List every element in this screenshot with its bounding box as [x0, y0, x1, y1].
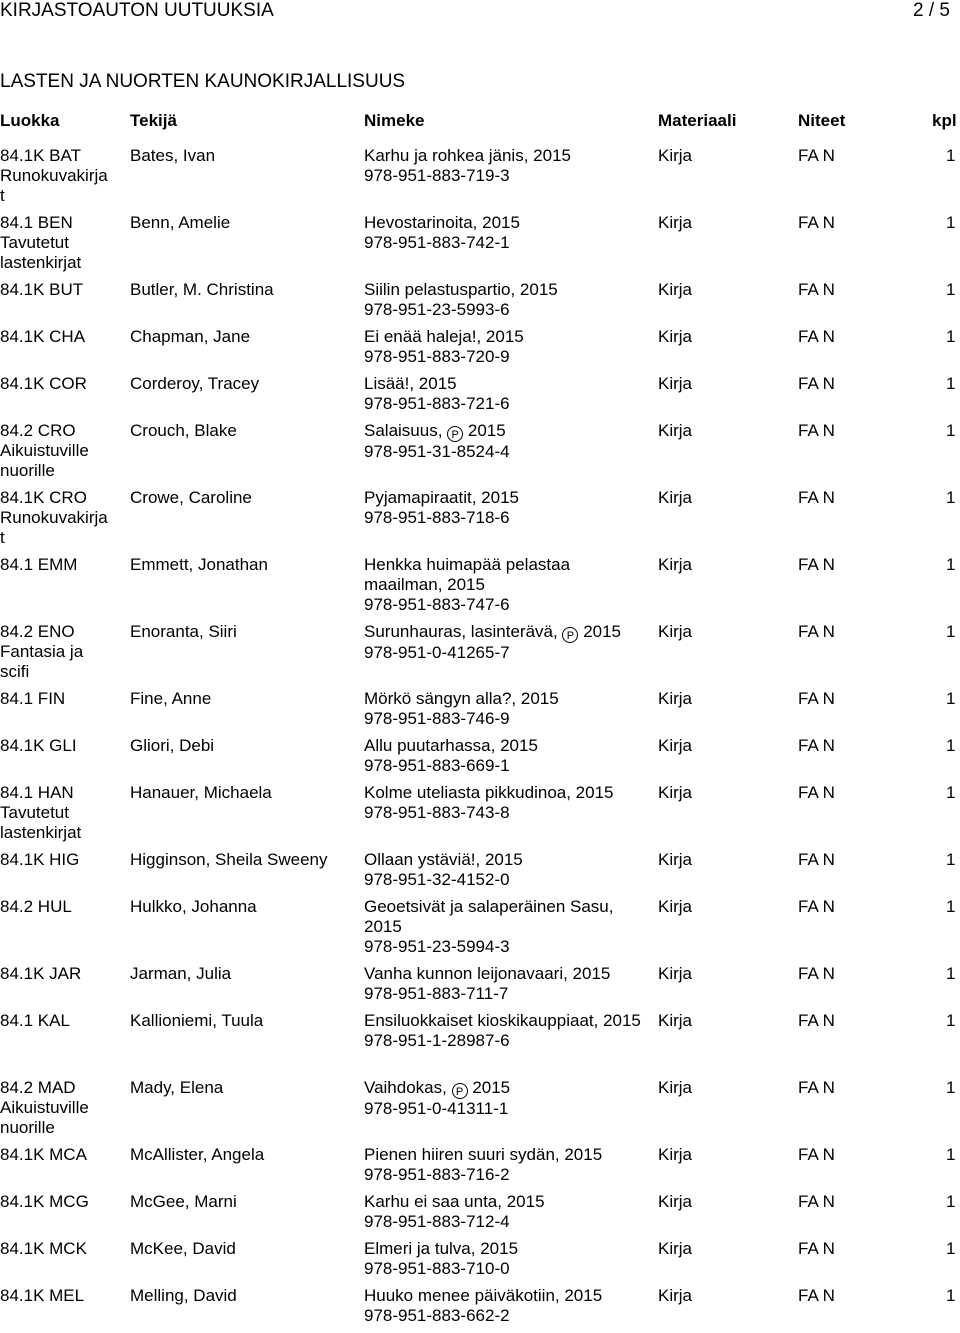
row-niteet: FA N [798, 964, 835, 983]
row-materiaali: Kirja [658, 1286, 693, 1305]
row-luokka [0, 555, 124, 575]
table-row [0, 1239, 960, 1286]
row-kpl: 1 [946, 622, 956, 641]
row-tekija: Corderoy, Tracey [130, 374, 260, 393]
luokka-line: 84.1K GLI [0, 736, 77, 755]
luokka-line: t [0, 528, 5, 547]
table-row [0, 421, 960, 488]
luokka-line: 84.1K JAR [0, 964, 82, 983]
row-tekija: Crouch, Blake [130, 421, 237, 440]
row-nimeke [364, 1145, 650, 1185]
column-header-nimeke: Nimeke [364, 111, 425, 130]
luokka-line: Tavutetut [0, 233, 69, 252]
row-tekija: Higginson, Sheila Sweeny [130, 850, 328, 869]
row-title: Ei enää haleja!, 2015 [364, 327, 524, 346]
row-tekija: McKee, David [130, 1239, 236, 1258]
luokka-line: nuorille [0, 461, 55, 480]
row-niteet: FA N [798, 421, 835, 440]
row-isbn: 978-951-883-746-9 [364, 709, 510, 728]
table-row [0, 213, 960, 280]
table-row [0, 689, 960, 736]
row-nimeke [364, 374, 650, 414]
row-kpl: 1 [946, 964, 956, 983]
row-kpl: 1 [946, 374, 956, 393]
row-title: Hevostarinoita, 2015 [364, 213, 520, 232]
row-niteet: FA N [798, 488, 835, 507]
row-tekija: Kallioniemi, Tuula [130, 1011, 264, 1030]
table-row [0, 280, 960, 327]
row-tekija: Emmett, Jonathan [130, 555, 268, 574]
row-nimeke [364, 488, 650, 528]
row-tekija: Mady, Elena [130, 1078, 224, 1097]
table-row [0, 964, 960, 1011]
row-tekija: Hanauer, Michaela [130, 783, 272, 802]
row-tekija: Crowe, Caroline [130, 488, 252, 507]
row-kpl: 1 [946, 850, 956, 869]
row-nimeke [364, 850, 650, 890]
row-luokka [0, 421, 124, 481]
luokka-line: 84.1K CRO [0, 488, 87, 507]
row-luokka [0, 374, 124, 394]
luokka-line: lastenkirjat [0, 253, 82, 272]
row-kpl: 1 [946, 1286, 956, 1305]
row-kpl: 1 [946, 213, 956, 232]
row-isbn: 978-951-23-5994-3 [364, 937, 510, 956]
row-niteet: FA N [798, 622, 835, 641]
row-niteet: FA N [798, 850, 835, 869]
luokka-line: scifi [0, 662, 30, 681]
row-materiaali: Kirja [658, 421, 693, 440]
row-title: Siilin pelastuspartio, 2015 [364, 280, 558, 299]
luokka-line: 84.1K CHA [0, 327, 86, 346]
page-number: 2 / 5 [913, 0, 950, 21]
row-kpl: 1 [946, 280, 956, 299]
row-luokka [0, 146, 124, 206]
row-nimeke [364, 1192, 650, 1232]
row-luokka [0, 213, 124, 273]
row-niteet: FA N [798, 783, 835, 802]
luokka-line: Runokuvakirja [0, 508, 108, 527]
row-title: Vanha kunnon leijonavaari, 2015 [364, 964, 611, 983]
row-tekija: Fine, Anne [130, 689, 212, 708]
row-niteet: FA N [798, 897, 835, 916]
luokka-line: 84.2 ENO [0, 622, 75, 641]
table-row [0, 146, 960, 213]
row-kpl: 1 [946, 897, 956, 916]
table-row [0, 555, 960, 622]
row-materiaali: Kirja [658, 555, 693, 574]
row-nimeke [364, 783, 650, 823]
row-isbn: 978-951-883-711-7 [364, 984, 509, 1003]
row-materiaali: Kirja [658, 1011, 693, 1030]
row-tekija: Chapman, Jane [130, 327, 251, 346]
row-luokka [0, 897, 124, 917]
row-niteet: FA N [798, 1011, 835, 1030]
row-tekija: Enoranta, Siiri [130, 622, 237, 641]
row-tekija: Butler, M. Christina [130, 280, 274, 299]
row-kpl: 1 [946, 1239, 956, 1258]
row-title: Huuko menee päiväkotiin, 2015 [364, 1286, 603, 1305]
row-title: Pyjamapiraatit, 2015 [364, 488, 519, 507]
table-row [0, 736, 960, 783]
row-tekija: McAllister, Angela [130, 1145, 265, 1164]
row-tekija: McGee, Marni [130, 1192, 237, 1211]
row-isbn: 978-951-31-8524-4 [364, 442, 510, 461]
luokka-line: t [0, 186, 5, 205]
row-materiaali: Kirja [658, 850, 693, 869]
row-niteet: FA N [798, 1145, 835, 1164]
row-kpl: 1 [946, 1078, 956, 1097]
table-row [0, 488, 960, 555]
row-luokka [0, 783, 124, 843]
row-kpl: 1 [946, 1011, 956, 1030]
row-tekija: Gliori, Debi [130, 736, 215, 755]
luokka-line: 84.1K MEL [0, 1286, 85, 1305]
table-row [0, 327, 960, 374]
row-nimeke [364, 146, 650, 186]
row-materiaali: Kirja [658, 146, 693, 165]
column-header-tekija: Tekijä [130, 111, 177, 130]
luokka-line: 84.2 CRO [0, 421, 76, 440]
row-isbn: 978-951-883-718-6 [364, 508, 510, 527]
row-luokka [0, 327, 124, 347]
row-luokka [0, 964, 124, 984]
table-row [0, 374, 960, 421]
row-luokka [0, 488, 124, 548]
row-luokka [0, 1011, 124, 1031]
row-materiaali: Kirja [658, 964, 693, 983]
row-niteet: FA N [798, 213, 835, 232]
luokka-line: nuorille [0, 1118, 55, 1137]
row-materiaali: Kirja [658, 783, 693, 802]
row-isbn: 978-951-32-4152-0 [364, 870, 510, 889]
row-isbn: 978-951-1-28987-6 [364, 1031, 510, 1050]
row-nimeke [364, 1239, 650, 1279]
row-luokka [0, 280, 124, 300]
row-luokka [0, 689, 124, 709]
row-nimeke [364, 622, 650, 663]
table-row [0, 1192, 960, 1239]
row-nimeke [364, 1011, 650, 1051]
row-materiaali: Kirja [658, 280, 693, 299]
row-materiaali: Kirja [658, 1145, 693, 1164]
row-isbn: 978-951-883-720-9 [364, 347, 510, 366]
row-luokka [0, 736, 124, 756]
row-kpl: 1 [946, 783, 956, 802]
table-row [0, 1145, 960, 1192]
column-header-row [0, 111, 960, 133]
row-niteet: FA N [798, 374, 835, 393]
table-row [0, 897, 960, 964]
row-materiaali: Kirja [658, 327, 693, 346]
row-nimeke [364, 897, 650, 957]
row-nimeke [364, 964, 650, 1004]
luokka-line: 84.1 EMM [0, 555, 78, 574]
copyright-icon: P [562, 627, 578, 643]
row-nimeke [364, 689, 650, 729]
row-isbn: 978-951-23-5993-6 [364, 300, 510, 319]
row-kpl: 1 [946, 488, 956, 507]
column-header-kpl: kpl [932, 111, 957, 130]
row-nimeke [364, 421, 650, 462]
row-title: Kolme uteliasta pikkudinoa, 2015 [364, 783, 614, 802]
row-tekija: Benn, Amelie [130, 213, 231, 232]
row-isbn: 978-951-883-662-2 [364, 1306, 510, 1325]
luokka-line: Aikuistuville [0, 441, 89, 460]
row-kpl: 1 [946, 146, 956, 165]
row-niteet: FA N [798, 689, 835, 708]
table-row [0, 850, 960, 897]
row-materiaali: Kirja [658, 689, 693, 708]
row-isbn: 978-951-883-719-3 [364, 166, 510, 185]
copyright-icon: P [447, 426, 463, 442]
luokka-line: Fantasia ja [0, 642, 84, 661]
row-tekija: Hulkko, Johanna [130, 897, 257, 916]
table-row [0, 622, 960, 689]
row-nimeke [364, 1078, 650, 1119]
row-nimeke [364, 736, 650, 776]
luokka-line: 84.1K MCG [0, 1192, 89, 1211]
catalog-table [0, 146, 960, 1333]
row-kpl: 1 [946, 1192, 956, 1211]
row-tekija: Bates, Ivan [130, 146, 216, 165]
luokka-line: Runokuvakirja [0, 166, 108, 185]
row-kpl: 1 [946, 689, 956, 708]
row-kpl: 1 [946, 1145, 956, 1164]
row-materiaali: Kirja [658, 374, 693, 393]
row-title: Salaisuus, P 2015 [364, 421, 506, 441]
luokka-line: 84.1K BUT [0, 280, 84, 299]
row-luokka [0, 1192, 124, 1212]
row-materiaali: Kirja [658, 488, 693, 507]
row-isbn: 978-951-883-743-8 [364, 803, 510, 822]
row-niteet: FA N [798, 1078, 835, 1097]
row-materiaali: Kirja [658, 1192, 693, 1211]
row-isbn: 978-951-883-742-1 [364, 233, 510, 252]
row-isbn: 978-951-883-716-2 [364, 1165, 510, 1184]
row-niteet: FA N [798, 146, 835, 165]
row-isbn: 978-951-883-669-1 [364, 756, 510, 775]
row-niteet: FA N [798, 736, 835, 755]
row-nimeke [364, 1286, 650, 1326]
row-isbn: 978-951-0-41311-1 [364, 1099, 509, 1118]
row-title: Vaihdokas, P 2015 [364, 1078, 511, 1098]
row-title: Surunhauras, lasinterävä, P 2015 [364, 622, 622, 642]
luokka-line: 84.1K MCA [0, 1145, 87, 1164]
luokka-line: 84.1K BAT [0, 146, 81, 165]
row-isbn: 978-951-883-747-6 [364, 595, 510, 614]
row-materiaali: Kirja [658, 1239, 693, 1258]
row-isbn: 978-951-883-710-0 [364, 1259, 510, 1278]
row-luokka [0, 622, 124, 682]
row-title: Henkka huimapää pelastaa maailman, 2015 [364, 555, 571, 594]
row-kpl: 1 [946, 736, 956, 755]
luokka-line: 84.2 MAD [0, 1078, 76, 1097]
column-header-luokka: Luokka [0, 111, 60, 130]
row-title: Karhu ei saa unta, 2015 [364, 1192, 545, 1211]
row-kpl: 1 [946, 327, 956, 346]
row-isbn: 978-951-883-721-6 [364, 394, 510, 413]
luokka-line: 84.1 BEN [0, 213, 73, 232]
row-kpl: 1 [946, 555, 956, 574]
row-luokka [0, 1145, 124, 1165]
row-isbn: 978-951-0-41265-7 [364, 643, 510, 662]
table-row [0, 1286, 960, 1333]
row-title: Allu puutarhassa, 2015 [364, 736, 538, 755]
row-tekija: Jarman, Julia [130, 964, 232, 983]
row-luokka [0, 1286, 124, 1306]
row-luokka [0, 1078, 124, 1138]
luokka-line: Aikuistuville [0, 1098, 89, 1117]
luokka-line: 84.2 HUL [0, 897, 72, 916]
row-title: Elmeri ja tulva, 2015 [364, 1239, 519, 1258]
row-title: Karhu ja rohkea jänis, 2015 [364, 146, 571, 165]
row-materiaali: Kirja [658, 213, 693, 232]
row-nimeke [364, 555, 650, 615]
table-row [0, 1011, 960, 1078]
row-materiaali: Kirja [658, 736, 693, 755]
row-title: Ollaan ystäviä!, 2015 [364, 850, 523, 869]
luokka-line: lastenkirjat [0, 823, 82, 842]
luokka-line: 84.1K MCK [0, 1239, 87, 1258]
row-materiaali: Kirja [658, 897, 693, 916]
row-materiaali: Kirja [658, 1078, 693, 1097]
row-title: Lisää!, 2015 [364, 374, 457, 393]
row-niteet: FA N [798, 1192, 835, 1211]
section-title: LASTEN JA NUORTEN KAUNOKIRJALLISUUS [0, 71, 406, 92]
row-title: Mörkö sängyn alla?, 2015 [364, 689, 559, 708]
table-row [0, 783, 960, 850]
row-title: Ensiluokkaiset kioskikauppiaat, 2015 [364, 1011, 641, 1030]
table-row [0, 1078, 960, 1145]
row-materiaali: Kirja [658, 622, 693, 641]
row-tekija: Melling, David [130, 1286, 237, 1305]
row-niteet: FA N [798, 1239, 835, 1258]
column-header-niteet: Niteet [798, 111, 846, 130]
row-title: Pienen hiiren suuri sydän, 2015 [364, 1145, 603, 1164]
copyright-icon: P [452, 1083, 468, 1099]
row-isbn: 978-951-883-712-4 [364, 1212, 510, 1231]
row-nimeke [364, 213, 650, 253]
luokka-line: 84.1 FIN [0, 689, 66, 708]
luokka-line: Tavutetut [0, 803, 69, 822]
row-niteet: FA N [798, 280, 835, 299]
luokka-line: 84.1K HIG [0, 850, 80, 869]
row-luokka [0, 1239, 124, 1259]
row-niteet: FA N [798, 555, 835, 574]
luokka-line: 84.1 HAN [0, 783, 74, 802]
row-kpl: 1 [946, 421, 956, 440]
luokka-line: 84.1K COR [0, 374, 87, 393]
column-header-materiaali: Materiaali [658, 111, 737, 130]
row-title: Geoetsivät ja salaperäinen Sasu, 2015 [364, 897, 614, 936]
row-niteet: FA N [798, 327, 835, 346]
row-luokka [0, 850, 124, 870]
row-niteet: FA N [798, 1286, 835, 1305]
document-title: KIRJASTOAUTON UUTUUKSIA [0, 0, 274, 21]
luokka-line: 84.1 KAL [0, 1011, 70, 1030]
row-nimeke [364, 327, 650, 367]
row-nimeke [364, 280, 650, 320]
page-header [0, 0, 960, 22]
